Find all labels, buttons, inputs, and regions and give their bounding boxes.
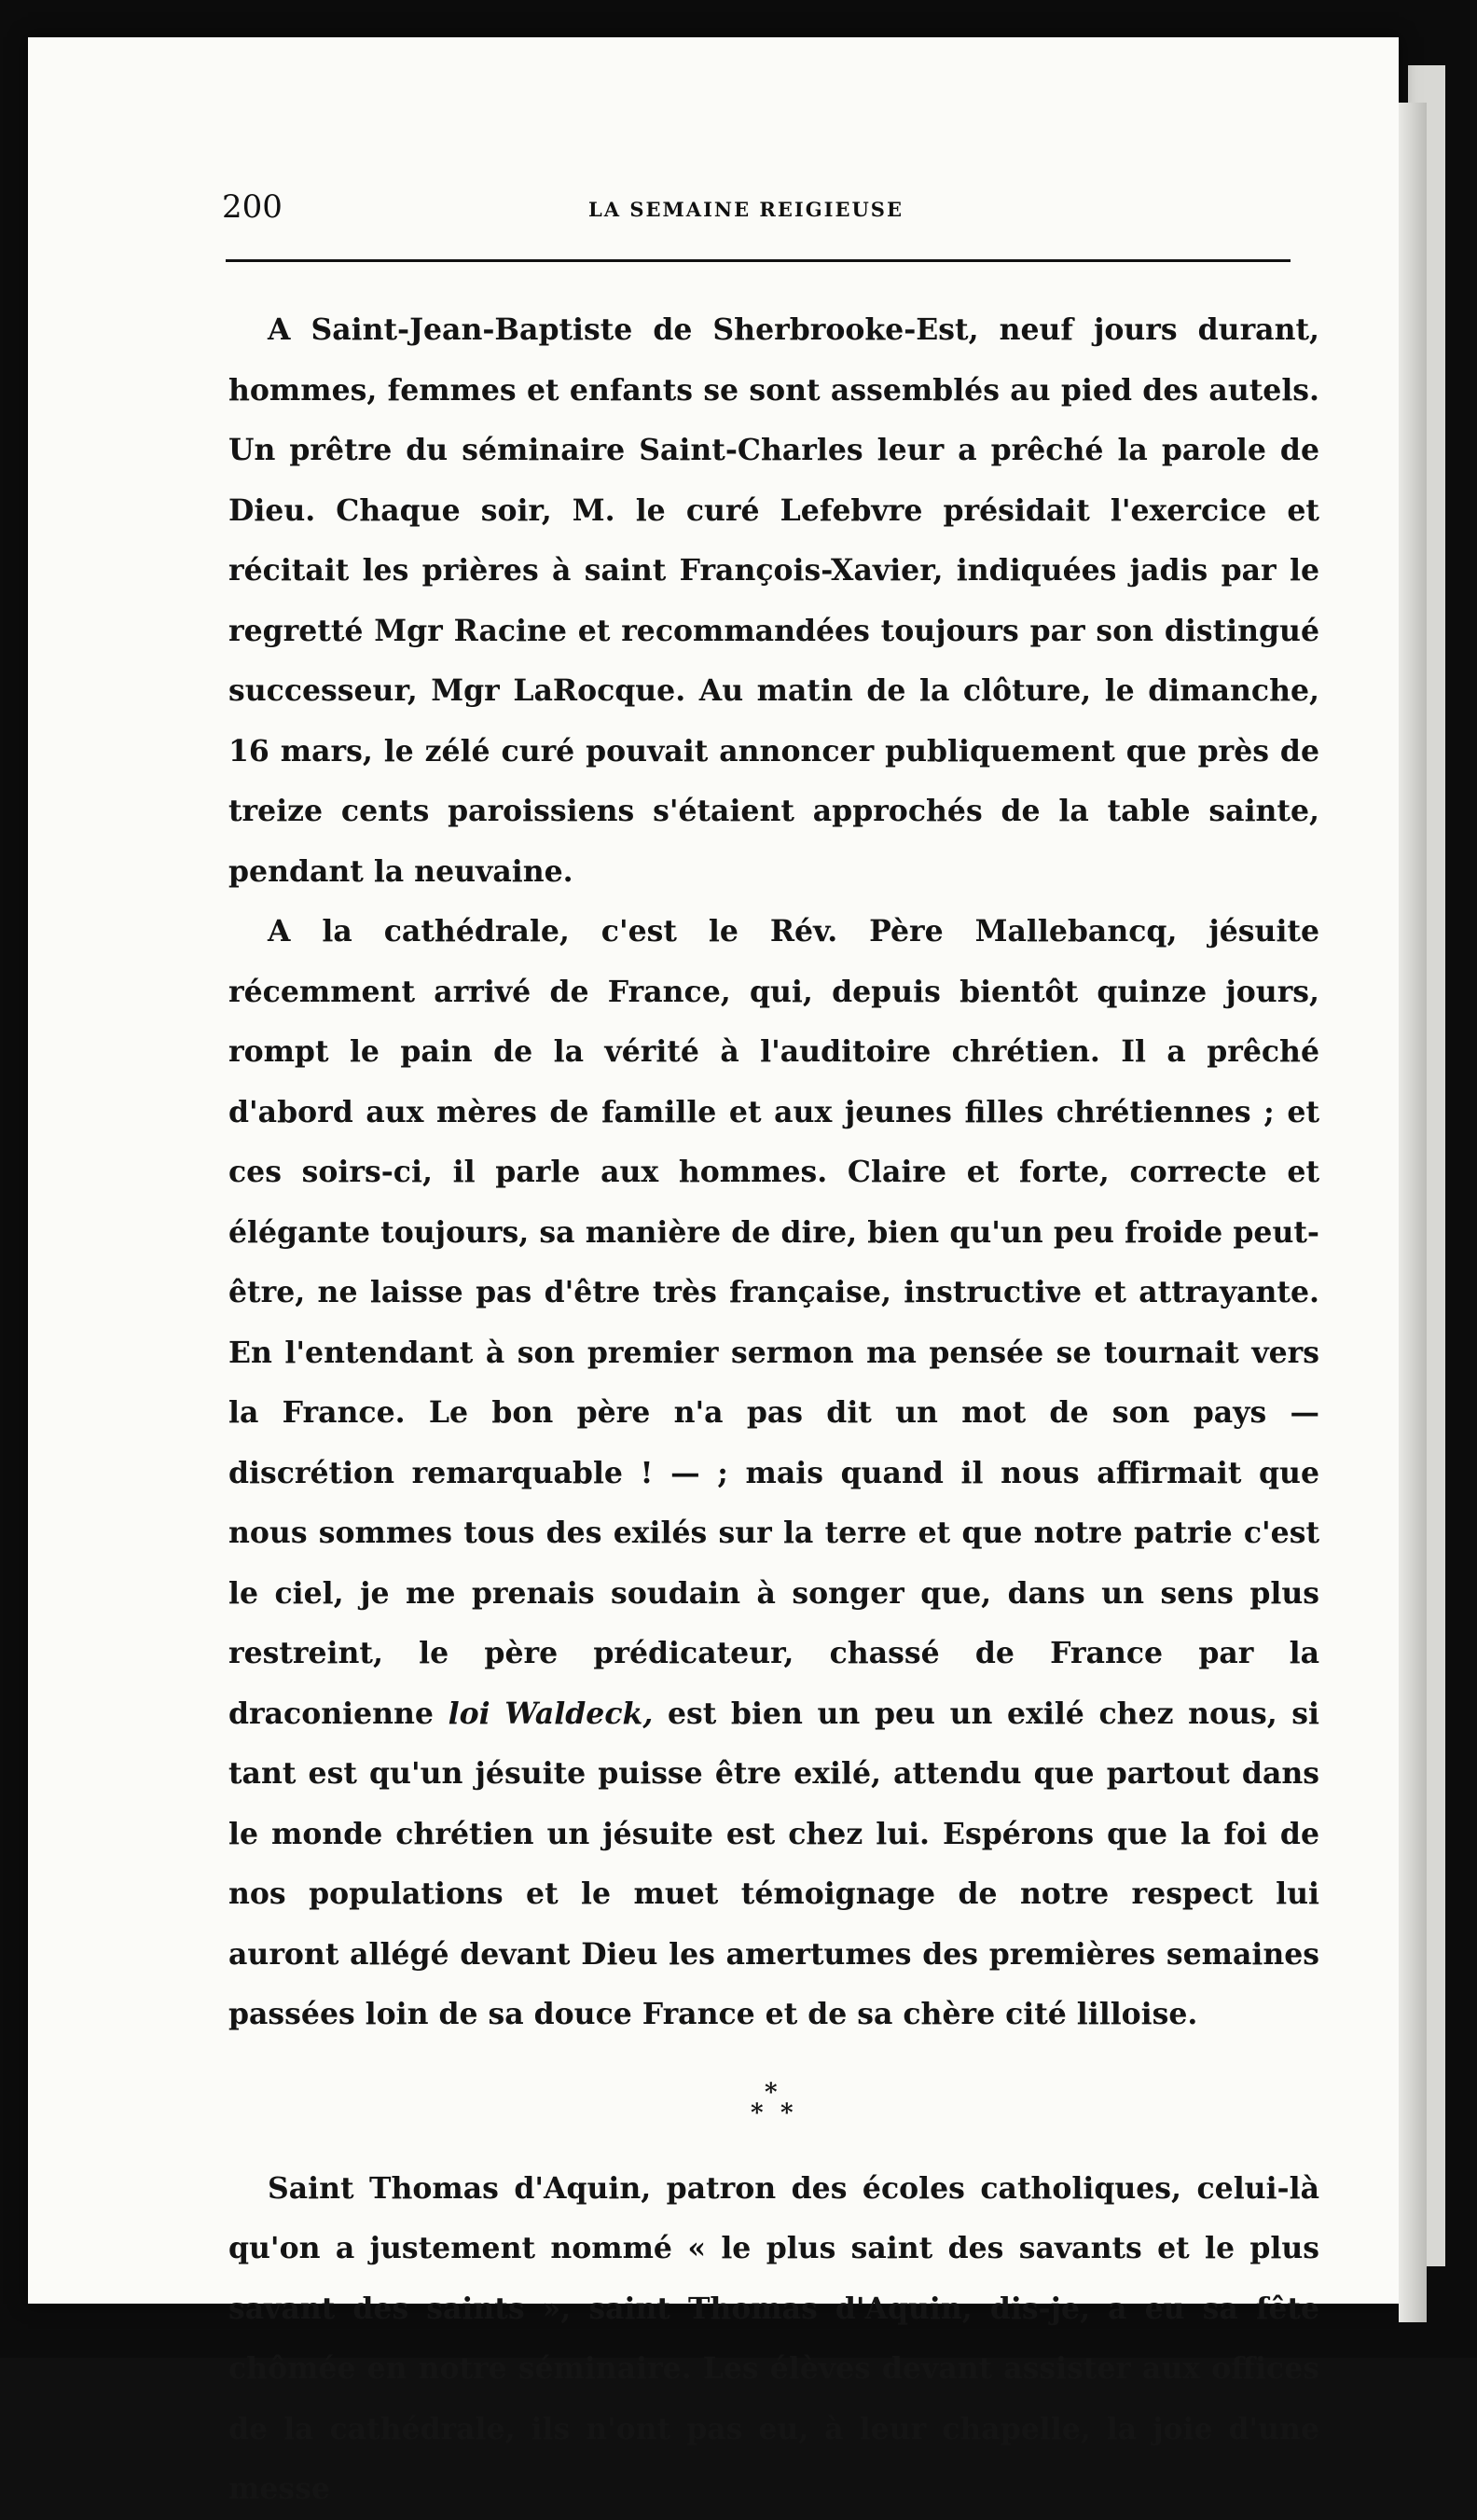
paragraph-cathedrale-text-2: est bien un peu un exilé chez nous, si tant est qu'un jésuite puisse être exilé, attendu que partout dans le monde chrétien un jésuite est chez lui. Espérons que la foi de nos populations et le muet témoignage de notre respect lui auront allégé devant Dieu les amertumes des premières semaines passées loin de sa douce France et de sa chère cité lilloise. xyxy=(228,1696,1320,2031)
page-header xyxy=(196,149,1296,233)
asterism-star: * xyxy=(780,2098,794,2127)
page-number: 200 xyxy=(222,188,283,226)
paragraph-cathedrale xyxy=(228,902,1319,2045)
asterism-divider xyxy=(228,2045,1319,2159)
paragraph-sherbrooke: A Saint-Jean-Baptiste de Sherbrooke-Est, neuf jours durant, hommes, femmes et enfants se sont assemblés au pied des autels. Un prêtre du séminaire Saint-Charles leur a prêché la parole de Dieu. Chaque soir, M. le curé Lefebvre présidait l'exercice et récitait les prières à saint François-Xavier, indiquées jadis par le regretté Mgr Racine et recommandées toujours par son distingué successeur, Mgr LaRocque. Au matin de la clôture, le dimanche, 16 mars, le zélé curé pouvait annoncer publiquement que près de treize cents paroissiens s'étaient approchés de la table sainte, pendant la neuvaine. xyxy=(228,312,1319,889)
header-rule xyxy=(226,259,1291,262)
running-title: LA SEMAINE REIGIEUSE xyxy=(588,198,904,221)
asterism-star: * xyxy=(751,2098,764,2127)
article-body xyxy=(228,300,1319,2520)
italic-loi-waldeck: loi Waldeck, xyxy=(448,1696,654,1731)
paragraph-cathedrale-text-1: A la cathédrale, c'est le Rév. Père Mallebancq, jésuite récemment arrivé de France, qui, depuis bientôt quinze jours, rompt le pain de la vérité à l'auditoire chrétien. Il a prêché d'abord aux mères de famille et aux jeunes filles chrétiennes ; et ces soirs-ci, il parle aux hommes. Claire et forte, correcte et élégante toujours, sa manière de dire, bien qu'un peu froide peut-être, ne laisse pas d'être très française, instructive et attrayante. En l'entendant à son premier sermon ma pensée se tournait vers la France. Le bon père n'a pas dit un mot de son pays — discrétion remarquable ! — ; mais quand il nous affirmait que nous sommes tous des exilés sur la terre et que notre patrie c'est le ciel, je me prenais soudain à songer que, dans un sens plus restreint, le père prédicateur, chassé de France par la draconienne xyxy=(228,914,1319,1731)
page-edge-shadow xyxy=(1399,103,1427,2322)
paragraph-thomas-aquin: Saint Thomas d'Aquin, patron des écoles catholiques, celui-là qu'on a justement nommé « le plus saint des savants et le plus savant des saints », saint Thomas d'Aquin, dis-je, a eu sa fête chômée en notre séminaire. Les élèves devant assister aux offices de la cathédrale, ils n'ont pas eu, à leur chapelle, la joie d'une messe xyxy=(228,2170,1319,2506)
asterism-star: * xyxy=(765,2078,778,2107)
